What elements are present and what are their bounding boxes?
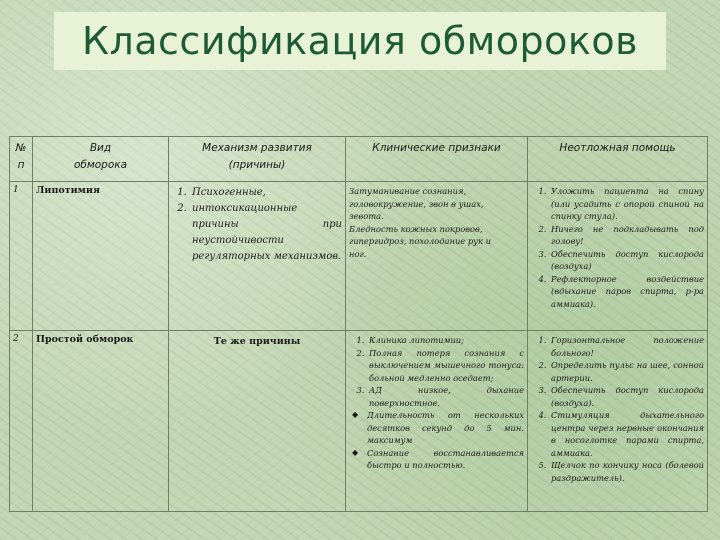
list-item: 2. Определить пульс на шее, сонной артерии.: [549, 359, 704, 384]
syncope-type: Простой обморок: [33, 331, 169, 512]
syncope-type: Липотимия: [33, 182, 169, 331]
list-item: 3. Обеспечить доступ кислорода (воздуха): [549, 248, 704, 273]
help-cell: [528, 182, 708, 331]
header-help: Неотложная помощь: [528, 137, 708, 182]
signs-bullet-list: [349, 409, 524, 472]
table-row: [10, 331, 708, 512]
page-title: Классификация обмороков: [81, 19, 639, 63]
signs-list: [349, 334, 524, 409]
list-item: 1. Уложить пациента на спину (или усадить с опорой спиной на спинку стула).: [549, 185, 704, 223]
mechanism-cell: [169, 182, 346, 331]
list-item: 1. Психогенные,: [190, 185, 342, 201]
list-item: 3. АД низкое, дыхание поверхностное.: [367, 384, 524, 409]
signs-cell: [346, 331, 528, 512]
header-mechanism-line2: (причины): [228, 159, 286, 171]
header-mechanism-line1: Механизм развития: [202, 142, 312, 154]
signs-cell: [346, 182, 528, 331]
classification-table: [9, 136, 708, 512]
header-mechanism: [169, 137, 346, 182]
header-number: № п: [10, 137, 33, 182]
help-list: [531, 185, 704, 310]
header-type: [33, 137, 169, 182]
list-item: 1. Горизонтальное положение больного!: [549, 334, 704, 359]
list-item: 2. Полная потеря сознания с выключением мышечного тонуса: больной медленно оседает;: [367, 347, 524, 385]
mechanism-cell: Те же причины: [169, 331, 346, 512]
list-item: ◆ Сознание восстанавливается быстро и полностью.: [367, 447, 524, 472]
list-item: ◆ Длительность от нескольких десятков секунд до 5 мин. максимум: [367, 409, 524, 447]
help-list: [531, 334, 704, 484]
sign-line: гипергидроз, похолодание рук и: [349, 236, 491, 246]
sign-line: зевота.: [349, 211, 384, 221]
list-item: 5. Щелчок по кончику носа (болевой раздражитель).: [549, 459, 704, 484]
sign-line: Бледность кожных покровов,: [349, 223, 483, 234]
header-type-line1: Вид: [89, 142, 112, 154]
list-item: 1. Клиника липотимии;: [367, 334, 524, 347]
help-cell: [528, 331, 708, 512]
header-type-line2: обморока: [73, 159, 128, 171]
list-item: 4. Рефлекторное воздействие (вдыхание паров спирта, р-ра аммиака).: [549, 273, 704, 311]
sign-line: головокружение, звон в ушах,: [349, 198, 484, 209]
row-number: 1: [10, 182, 33, 331]
list-item: 2. Ничего не подкладывать под голову!: [549, 223, 704, 248]
sign-line: ног.: [349, 248, 367, 259]
table-header-row: [10, 137, 708, 182]
table-row: [10, 182, 708, 331]
list-item: 3. Обеспечить доступ кислорода (воздуха).: [549, 384, 704, 409]
list-item: 2. интоксикационные причины при неустойчивости регуляторных механизмов.: [190, 201, 342, 265]
list-item: 4. Стимуляция дыхательного центра через нервные окончания в носоглотке парами спирта, аммиака.: [549, 409, 704, 459]
sign-line: Затуманивание сознания,: [349, 186, 467, 196]
row-number: 2: [10, 331, 33, 512]
mechanism-list: [172, 185, 342, 265]
title-banner: [54, 12, 666, 70]
header-signs: Клинические признаки: [346, 137, 528, 182]
